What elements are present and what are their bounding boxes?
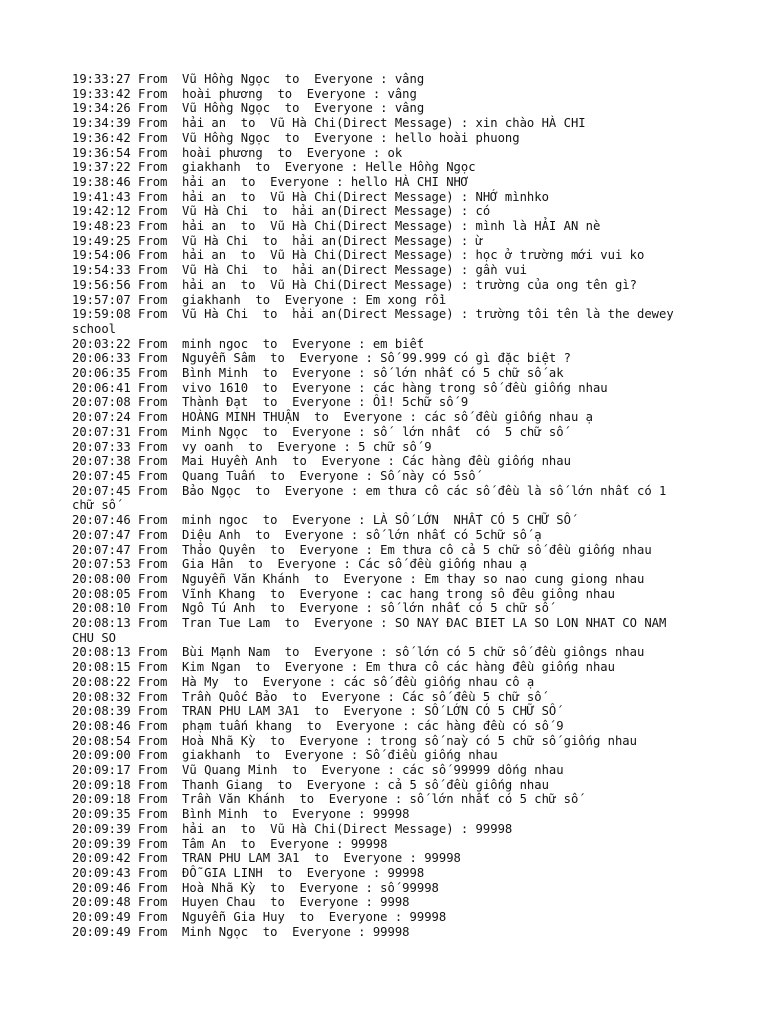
chat-message-line: 20:09:49 From Minh Ngọc to Everyone : 99998: [72, 924, 410, 939]
chat-message-line: 20:09:39 From Tâm An to Everyone : 99998: [72, 836, 388, 851]
chat-message-line: 19:49:25 From Vũ Hà Chi to hải an(Direct Message) : ừ: [72, 233, 483, 248]
chat-message-line: 20:06:41 From vivo 1610 to Everyone : các hàng trong số đều giống nhau: [72, 380, 608, 395]
chat-message-line: 20:08:15 From Kim Ngan to Everyone : Em thưa cô các hàng đều giống nhau: [72, 660, 615, 675]
chat-message-line: 20:07:53 From Gia Hân to Everyone : Các số đều giống nhau ạ: [72, 557, 527, 572]
chat-message-line: 20:07:08 From Thành Đạt to Everyone : Ồi! 5chữ số 9: [72, 395, 469, 410]
chat-message-line: 19:54:33 From Vũ Hà Chi to hải an(Direct Message) : gần vui: [72, 263, 527, 278]
chat-message-line: 20:07:33 From vy oanh to Everyone : 5 chữ số 9: [72, 439, 432, 454]
chat-message-line: 19:54:06 From hải an to Vũ Hà Chi(Direct Message) : học ở trường mới vui ko: [72, 248, 645, 263]
chat-message-line: 20:09:18 From Trần Văn Khánh to Everyone : số lớn nhất có 5 chữ số: [72, 792, 579, 807]
chat-message-line: 20:08:22 From Hà My to Everyone : các số đều giống nhau cô ạ: [72, 674, 535, 689]
chat-message-line: 19:59:08 From Vũ Hà Chi to hải an(Direct Message) : trường tôi tên là the dewey school: [72, 307, 682, 336]
chat-message-line: 20:09:42 From TRAN PHU LAM 3A1 to Everyone : 99998: [72, 851, 461, 866]
chat-message-line: 19:33:27 From Vũ Hồng Ngọc to Everyone : vâng: [72, 72, 425, 86]
chat-message-line: 20:03:22 From minh ngoc to Everyone : em biết: [72, 336, 425, 351]
chat-message-line: 20:06:33 From Nguyễn Sâm to Everyone : Số 99.999 có gì đặc biệt ?: [72, 351, 571, 366]
chat-message-line: 20:07:47 From Diệu Anh to Everyone : số lớn nhất có 5chữ số ạ: [72, 527, 542, 542]
chat-message-line: 20:09:48 From Huyen Chau to Everyone : 9998: [72, 895, 410, 910]
chat-message-line: 19:42:12 From Vũ Hà Chi to hải an(Direct Message) : có: [72, 204, 491, 219]
chat-message-line: 20:07:45 From Quang Tuấn to Everyone : Số này có 5số: [72, 468, 476, 483]
chat-message-line: 20:09:49 From Nguyễn Gia Huy to Everyone : 99998: [72, 910, 447, 925]
chat-message-line: 19:36:42 From Vũ Hồng Ngọc to Everyone : hello hoài phuong: [72, 130, 520, 145]
chat-message-line: 20:07:24 From HOÀNG MINH THUẬN to Everyone : các số đều giống nhau ạ: [72, 410, 593, 425]
chat-message-line: 20:08:05 From Vĩnh Khang to Everyone : cac hang trong sô đêu giông nhau: [72, 586, 615, 601]
chat-message-line: 19:48:23 From hải an to Vũ Hà Chi(Direct Message) : mình là HẢI AN nè: [72, 219, 601, 234]
chat-message-line: 19:38:46 From hải an to Everyone : hello HÀ CHI NHƠ: [72, 174, 469, 189]
chat-message-line: 19:37:22 From giakhanh to Everyone : Helle Hồng Ngọc: [72, 160, 476, 175]
chat-message-line: 20:08:32 From Trần Quốc Bảo to Everyone : Các số đều 5 chữ số: [72, 689, 542, 704]
chat-message-line: 20:08:13 From Tran Tue Lam to Everyone : SO NAY ĐAC BIET LA SO LON NHAT CO NAM CHU SO: [72, 616, 674, 645]
chat-message-line: 20:08:46 From phạm tuấn khang to Everyone : các hàng đều có số 9: [72, 718, 564, 733]
chat-message-line: 20:07:31 From Minh Ngọc to Everyone : số lớn nhất có 5 chữ số: [72, 424, 564, 439]
chat-message-line: 19:36:54 From hoài phương to Everyone : ok: [72, 145, 403, 160]
chat-message-line: 20:07:46 From minh ngoc to Everyone : LÀ SỐ LỚN NHẤT CÓ 5 CHỮ SỐ: [72, 513, 571, 528]
chat-message-line: 20:09:39 From hải an to Vũ Hà Chi(Direct Message) : 99998: [72, 821, 513, 836]
chat-message-line: 20:09:18 From Thanh Giang to Everyone : cả 5 số đều giống nhau: [72, 777, 549, 792]
chat-message-line: 20:08:10 From Ngô Tú Anh to Everyone : số lớn nhất có 5 chữ số: [72, 601, 549, 616]
chat-message-line: 20:08:00 From Nguyễn Văn Khánh to Everyone : Em thay so nao cung giong nhau: [72, 571, 645, 586]
chat-log: [72, 72, 692, 939]
chat-message-line: 20:07:45 From Bảo Ngọc to Everyone : em thưa cô các số đều là số lớn nhất có 1 chữ số: [72, 483, 674, 513]
chat-message-line: 20:09:17 From Vũ Quang Minh to Everyone : các số 99999 dống nhau: [72, 763, 564, 778]
chat-message-line: 20:08:39 From TRAN PHU LAM 3A1 to Everyone : SỐ LỚN CÓ 5 CHỮ SỐ: [72, 704, 557, 719]
chat-message-line: 19:41:43 From hải an to Vũ Hà Chi(Direct Message) : NHỚ mìnhko: [72, 189, 549, 204]
chat-message-line: 20:07:38 From Mai Huyền Anh to Everyone : Các hàng đều giống nhau: [72, 454, 571, 469]
chat-message-line: 19:33:42 From hoài phương to Everyone : vâng: [72, 86, 417, 101]
chat-message-line: 20:08:13 From Bùi Mạnh Nam to Everyone : số lớn có 5 chữ số đều giôngs nhau: [72, 645, 645, 660]
chat-message-line: 19:34:39 From hải an to Vũ Hà Chi(Direct Message) : xin chào HÀ CHI: [72, 116, 586, 131]
chat-message-line: 20:09:43 From ĐỖ GIA LINH to Everyone : 99998: [72, 865, 425, 880]
chat-message-line: 20:06:35 From Bình Minh to Everyone : số lớn nhất có 5 chữ số ak: [72, 366, 564, 381]
chat-message-line: 19:56:56 From hải an to Vũ Hà Chi(Direct Message) : trường của ong tên gì?: [72, 277, 637, 292]
chat-message-line: 19:34:26 From Vũ Hồng Ngọc to Everyone : vâng: [72, 101, 425, 116]
chat-message-line: 20:09:35 From Bình Minh to Everyone : 99998: [72, 807, 410, 822]
chat-message-line: 20:07:47 From Thảo Quyên to Everyone : Em thưa cô cả 5 chữ số đều giống nhau: [72, 542, 652, 557]
chat-message-line: 20:09:00 From giakhanh to Everyone : Số điều giống nhau: [72, 748, 498, 763]
chat-message-line: 19:57:07 From giakhanh to Everyone : Em xong rồi: [72, 292, 447, 307]
chat-message-line: 20:08:54 From Hoà Nhã Kỳ to Everyone : trong số naỳ có 5 chữ số giống nhau: [72, 733, 637, 748]
chat-message-line: 20:09:46 From Hoà Nhã Kỳ to Everyone : số 99998: [72, 880, 439, 895]
